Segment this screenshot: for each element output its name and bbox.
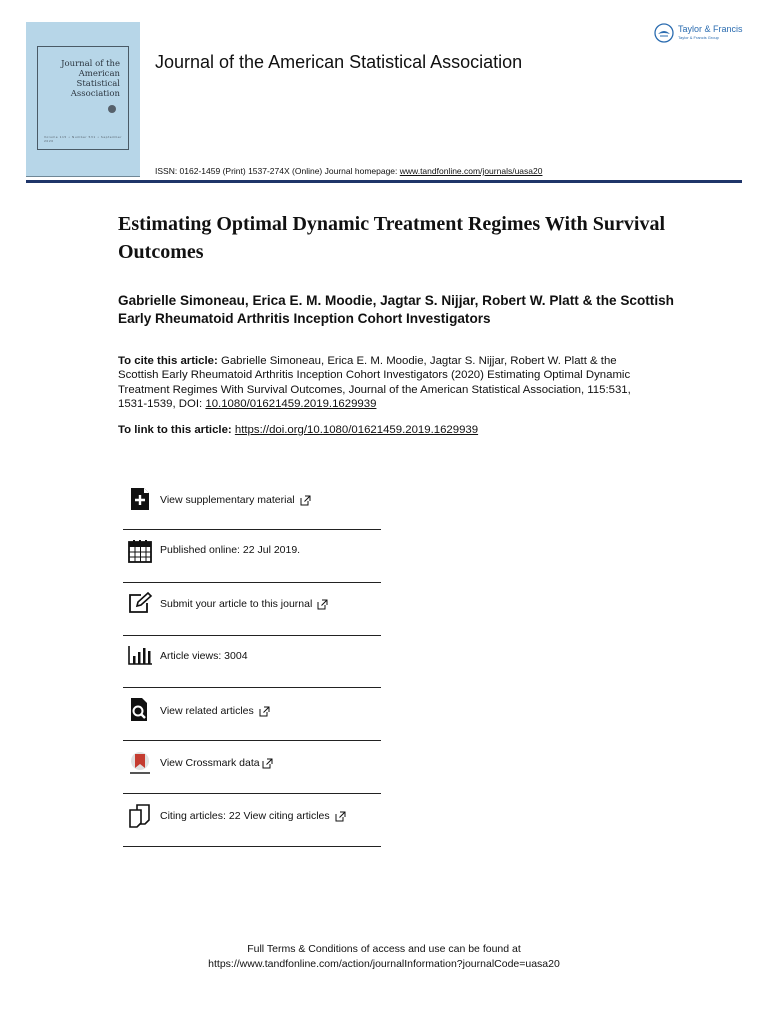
item-divider bbox=[123, 687, 381, 688]
supplementary-file-icon bbox=[127, 486, 153, 512]
publisher-logo[interactable] bbox=[654, 22, 746, 48]
footer-terms-link[interactable]: https://www.tandfonline.com/action/journalInformation?journalCode=uasa20 bbox=[208, 958, 560, 970]
item-label bbox=[160, 810, 346, 822]
item-citing[interactable] bbox=[123, 795, 381, 847]
cover-seal-icon bbox=[108, 105, 116, 113]
article-doi-link[interactable]: https://doi.org/10.1080/01621459.2019.1629939 bbox=[234, 424, 479, 436]
cite-label: To cite this article: bbox=[118, 355, 218, 367]
item-views bbox=[123, 636, 381, 688]
external-link-icon bbox=[300, 495, 311, 506]
cite-text: Gabrielle Simoneau, Erica E. M. Moodie, Jagtar S. Nijjar, Robert W. Platt & the Scottish Early Rheumatoid Arthritis Inception Cohort Investigators (2020) Estimating Optimal Dynamic Treatment Regimes With Survival Outcomes, Journal of the American Statistical Association, 115:531, 1531-1539, DOI: bbox=[118, 355, 631, 411]
journal-cover bbox=[26, 22, 140, 176]
related-label: View related articles bbox=[160, 705, 254, 717]
item-label bbox=[160, 705, 270, 717]
taylor-francis-icon bbox=[654, 23, 674, 43]
article-title: Estimating Optimal Dynamic Treatment Regimes With Survival Outcomes bbox=[118, 213, 666, 263]
item-label bbox=[160, 757, 273, 769]
calendar-icon bbox=[127, 538, 153, 564]
item-supplementary[interactable] bbox=[123, 478, 381, 530]
cite-doi-link[interactable]: 10.1080/01621459.2019.1629939 bbox=[205, 398, 377, 411]
views-label: Article views: 3004 bbox=[160, 650, 248, 662]
publisher-name: Taylor & Francis bbox=[678, 24, 743, 34]
external-link-icon bbox=[335, 811, 346, 822]
external-link-icon bbox=[317, 599, 328, 610]
external-link-icon bbox=[259, 706, 270, 717]
item-crossmark[interactable] bbox=[123, 742, 381, 794]
item-label bbox=[160, 598, 328, 610]
submit-label: Submit your article to this journal bbox=[160, 598, 313, 610]
citing-label: Citing articles: 22 View citing articles bbox=[160, 810, 330, 822]
item-divider bbox=[123, 582, 381, 583]
published-label: Published online: 22 Jul 2019. bbox=[160, 544, 301, 556]
footer bbox=[0, 942, 768, 972]
journal-homepage-link[interactable]: www.tandfonline.com/journals/uasa20 bbox=[399, 166, 543, 176]
item-submit[interactable] bbox=[123, 584, 381, 636]
issn-text: ISSN: 0162-1459 (Print) 1537-274X (Online) Journal homepage: bbox=[155, 166, 400, 176]
link-label: To link to this article: bbox=[118, 424, 235, 436]
external-link-icon bbox=[262, 758, 273, 769]
header-divider bbox=[26, 180, 742, 183]
cover-footer: Volume 115 • Number 531 • September 2020 bbox=[44, 135, 123, 143]
item-published bbox=[123, 531, 381, 583]
crossmark-label: View Crossmark data bbox=[160, 757, 260, 769]
citing-articles-icon bbox=[127, 803, 153, 829]
item-divider bbox=[123, 529, 381, 530]
item-label bbox=[160, 494, 311, 506]
publisher-subname: Taylor & Francis Group bbox=[678, 35, 719, 40]
item-related[interactable] bbox=[123, 689, 381, 741]
cover-frame bbox=[37, 46, 129, 150]
crossmark-icon bbox=[127, 750, 153, 776]
cover-underline bbox=[26, 176, 140, 177]
citation bbox=[118, 354, 638, 412]
item-divider bbox=[123, 740, 381, 741]
supplementary-label: View supplementary material bbox=[160, 494, 295, 506]
related-search-icon bbox=[127, 697, 153, 723]
issn-line bbox=[155, 166, 542, 176]
item-divider bbox=[123, 846, 381, 847]
cover-title: Journal of the American Statistical Association bbox=[61, 59, 120, 99]
article-link-line bbox=[118, 424, 478, 436]
edit-icon bbox=[127, 591, 153, 617]
item-divider bbox=[123, 793, 381, 794]
bar-chart-icon bbox=[127, 642, 153, 668]
footer-line-1: Full Terms & Conditions of access and use can be found at bbox=[247, 943, 521, 955]
journal-title: Journal of the American Statistical Association bbox=[155, 52, 523, 72]
article-authors: Gabrielle Simoneau, Erica E. M. Moodie, Jagtar S. Nijjar, Robert W. Platt & the Scottish Early Rheumatoid Arthritis Inception Cohort Investigators bbox=[118, 293, 674, 326]
